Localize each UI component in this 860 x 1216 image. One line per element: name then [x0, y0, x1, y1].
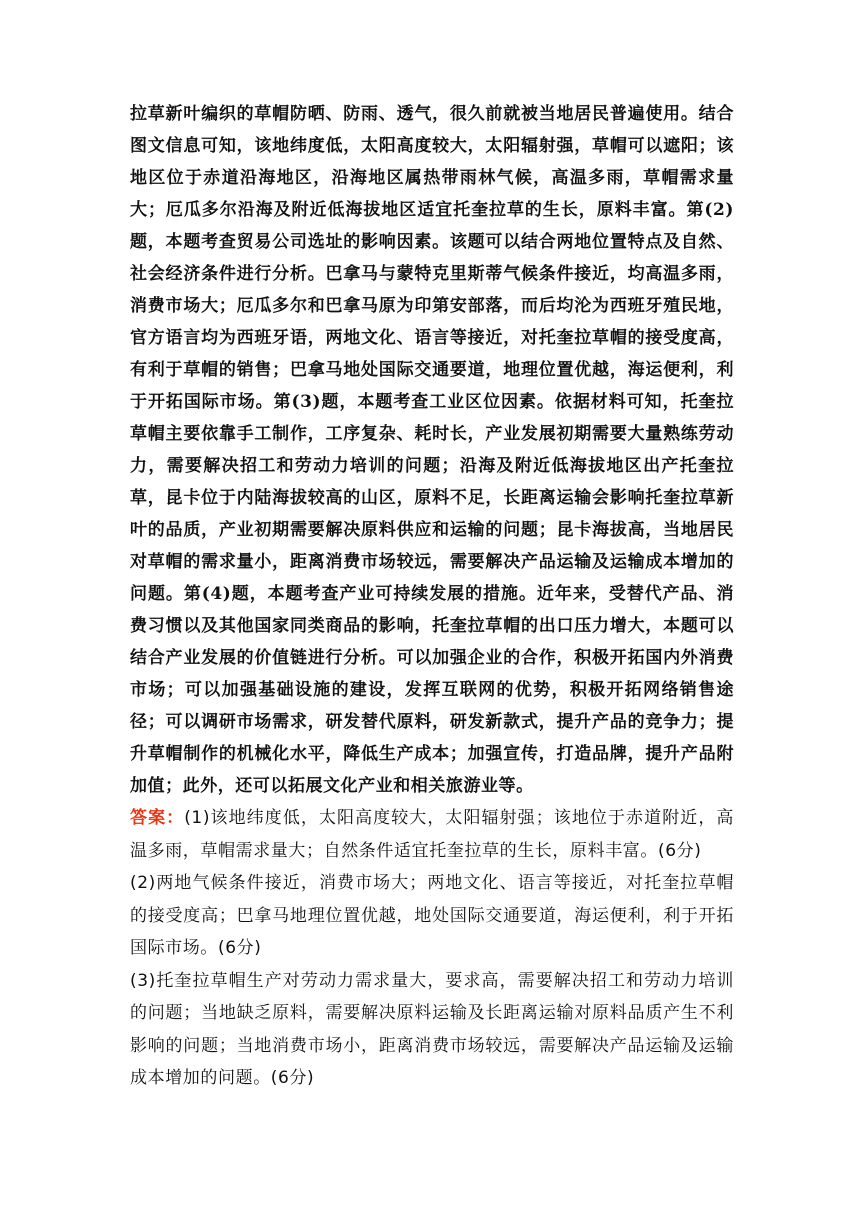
answer-item-2 [130, 867, 734, 965]
answer-item-3 [130, 965, 734, 1095]
analysis-paragraph: 拉草新叶编织的草帽防晒、防雨、透气，很久前就被当地居民普遍使用。结合图文信息可知，该地纬度低，太阳高度较大，太阳辐射强，草帽可以遮阳；该地区位于赤道沿海地区，沿海地区属热带雨林气候，高温多雨，草帽需求量大；厄瓜多尔沿海及附近低海拔地区适宜托奎拉草的生长，原料丰富。第(2)题，本题考查贸易公司选址的影响因素。该题可以结合两地位置特点及自然、社会经济条件进行分析。巴拿马与蒙特克里斯蒂气候条件接近，均高温多雨，消费市场大；厄瓜多尔和巴拿马原为印第安部落，而后均沦为西班牙殖民地，官方语言均为西班牙语，两地文化、语言等接近，对托奎拉草帽的接受度高，有利于草帽的销售；巴拿马地处国际交通要道，地理位置优越，海运便利，利于开拓国际市场。第(3)题，本题考查工业区位因素。依据材料可知，托奎拉草帽主要依靠手工制作，工序复杂、耗时长，产业发展初期需要大量熟练劳动力，需要解决招工和劳动力培训的问题；沿海及附近低海拔地区出产托奎拉草，昆卡位于内陆海拔较高的山区，原料不足，长距离运输会影响托奎拉草新叶的品质，产业初期需要解决原料供应和运输的问题；昆卡海拔高，当地居民对草帽的需求量小，距离消费市场较远，需要解决产品运输及运输成本增加的问题。第(4)题，本题考查产业可持续发展的措施。近年来，受替代产品、消费习惯以及其他国家同类商品的影响，托奎拉草帽的出口压力增大，本题可以结合产业发展的价值链进行分析。可以加强企业的合作，积极开拓国内外消费市场；可以加强基础设施的建设，发挥互联网的优势，积极开拓网络销售途径；可以调研市场需求，研发替代原料，研发新款式，提升产品的竞争力；提升草帽制作的机械化水平，降低生产成本；加强宣传，打造品牌，提升产品附加值；此外，还可以拓展文化产业和相关旅游业等。 [130, 104, 734, 796]
answer-item-1 [130, 802, 734, 867]
answer-label: 答案： [130, 808, 185, 828]
answer-item-3-text: (3)托奎拉草帽生产对劳动力需求量大，要求高，需要解决招工和劳动力培训的问题；当地缺乏原料，需要解决原料运输及长距离运输对原料品质产生不利影响的问题；当地消费市场小，距离消费市场较远，需要解决产品运输及运输成本增加的问题。(6分) [130, 970, 734, 1088]
answer-section [130, 802, 734, 1095]
answer-item-2-text: (2)两地气候条件接近，消费市场大；两地文化、语言等接近，对托奎拉草帽的接受度高；巴拿马地理位置优越，地处国际交通要道，海运便利，利于开拓国际市场。(6分) [130, 873, 734, 958]
answer-item-1-text: (1)该地纬度低，太阳高度较大，太阳辐射强；该地位于赤道附近，高温多雨，草帽需求量大；自然条件适宜托奎拉草的生长，原料丰富。(6分) [130, 808, 734, 861]
